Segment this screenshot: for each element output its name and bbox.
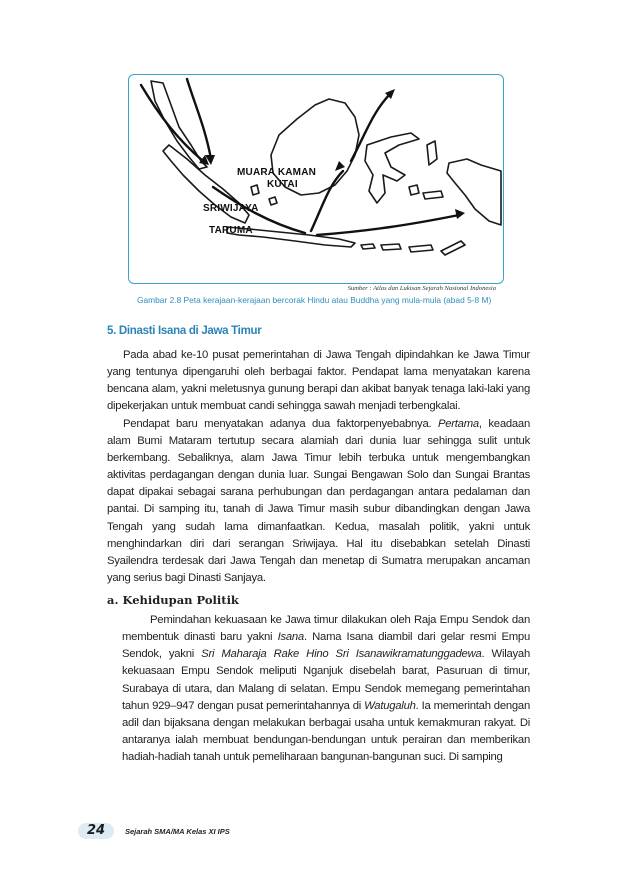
subsection-paragraph: [122, 612, 530, 766]
bangka-shape: [251, 185, 259, 195]
nusa-tenggara-shape-2: [409, 245, 433, 252]
page-number: 24: [78, 823, 114, 839]
map-label-sriwijaya: SRIWIJAYA: [203, 203, 259, 214]
bali-shape: [361, 244, 375, 249]
arrowhead-5: [455, 209, 465, 219]
section-heading: 5. Dinasti Isana di Jawa Timur: [107, 325, 262, 337]
map-label-taruma: TARUMA: [209, 225, 253, 236]
subsection-heading: a. Kehidupan Politik: [107, 593, 239, 607]
map-label-muara-kaman: MUARA KAMAN: [237, 167, 317, 178]
footer-book-title: Sejarah SMA/MA Kelas XI IPS: [125, 827, 230, 836]
paragraph-1: Pada abad ke-10 pusat pemerintahan di Jawa Tengah dipindahkan ke Jawa Timur yang tentunya dipengaruhi oleh berbagai faktor. Pendapat lama menyatakan karena bencana alam, yakni meletusnya gunung berapi dan akibat banyak tenaga laki-laki yang dipekerjakan untuk membuat candi sehingga sawah menjadi terbengkalai.: [107, 349, 530, 413]
seram-shape: [423, 191, 443, 199]
sub-text-3: . Wilayah kekuasaan Empu Sendok meliputi Nganjuk disebelah barat, Pasuruan di timur, Surabaya di utara, dan Malang di selatan. Empu Sendok memegang pemerintahan tahun 929–947 dengan pusat pemerintahannya di: [122, 648, 530, 712]
map-figure: [128, 74, 504, 284]
map-label-kutai: KUTAI: [267, 179, 298, 190]
indonesia-map-illustration: [129, 75, 503, 283]
sub-text-1: Pemindahan kekuasaan ke Jawa timur dilakukan oleh Raja Empu Sendok dan membentuk dinasti baru yakni: [122, 614, 530, 644]
halmahera-shape: [427, 141, 437, 165]
section-body: [107, 347, 530, 587]
paragraph-2-text-a: Pendapat baru menyatakan adanya dua faktorpenyebabnya.: [123, 417, 438, 430]
sub-emph-isana: Isana: [277, 631, 304, 644]
sub-text-2: . Nama Isana diambil dari gelar resmi Empu Sendok, yakni: [122, 631, 530, 661]
buru-shape: [409, 185, 419, 195]
paragraph-2: [107, 416, 530, 588]
belitung-shape: [269, 197, 277, 205]
sub-emph-title: Sri Maharaja Rake Hino Sri Isanawikramatunggadewa: [201, 648, 482, 661]
sub-text-4: . Ia memerintah dengan adil dan bijaksana dengan melakukan berbagai usaha untuk kemakmuran rakyat. Di antaranya ialah membuat bendungan-bendungan untuk perairan dan memberikan hadiah-hadiah tanah untuk pemeliharaan bangunan-bangunan suci. Di samping: [122, 699, 530, 764]
paragraph-2-emphasis: Pertama: [437, 417, 479, 430]
route-arrow-east: [317, 215, 459, 235]
figure-source: Sumber : Atlas dan Lukisan Sejarah Nasional Indonesia: [347, 285, 496, 292]
nusa-tenggara-shape-1: [381, 244, 401, 250]
sub-emph-watugaluh: Watugaluh: [364, 699, 416, 712]
paragraph-2-text-b: , keadaan alam Bumi Mataram tertutup secara alamiah dari dunia luar sehingga sulit untuk berkembang. Sebaliknya, alam Jawa Timur lebih terbuka untuk mengembangkan aktivitas perdagangan dengan dunia luar. Sungai Bengawan Solo dan Sungai Brantas dapat dipakai sebagai sarana perhubungan dan perdagangan antara pedalaman dan pantai. Di samping itu, tanah di Jawa Timur masih subur dibandingkan dengan Jawa Tengah yang sudah lama dimanfaatkan. Kedua, masalah politik, yakni untuk menghindarkan diri dari serangan Sriwijaya. Hal itu disebabkan setelah Dinasti Syailendra terdesak dari Jawa Tengah dan menetap di Sumatra merupakan ancaman yang serius bagi Dinasti Sanjaya.: [107, 417, 530, 585]
subsection-body: [122, 612, 530, 766]
timor-shape: [441, 241, 465, 255]
figure-caption: Gambar 2.8 Peta kerajaan-kerajaan bercorak Hindu atau Buddha yang mula-mula (abad 5-8 M): [137, 295, 492, 305]
